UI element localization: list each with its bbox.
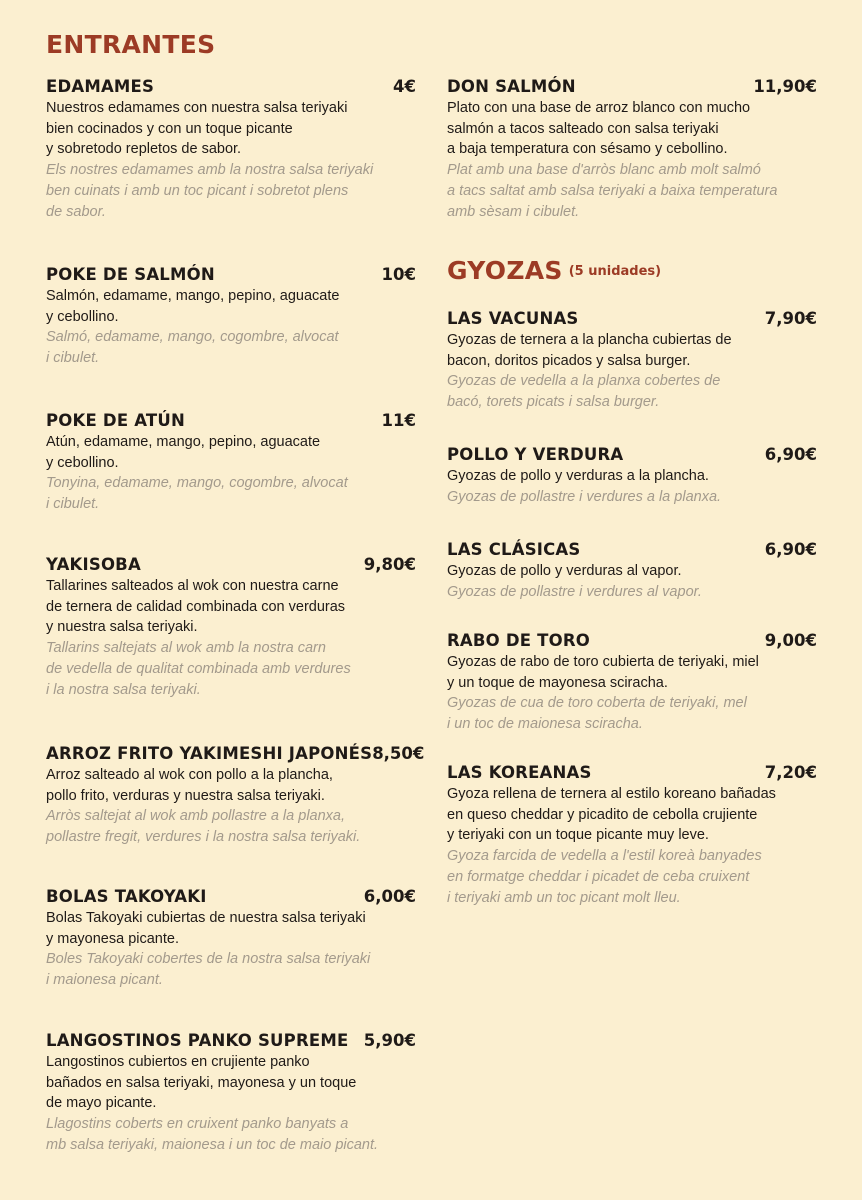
- item-translation: Arròs saltejat al wok amb pollastre a la planxa, pollastre fregit, verdures i la nostra salsa teriyaki.: [46, 808, 361, 846]
- item-translation: Els nostres edamames amb la nostra salsa teriyaki ben cuinats i amb un toc picant i sobretot plens de sabor.: [46, 162, 374, 220]
- item-price: 11€: [381, 411, 416, 430]
- menu-item-edamames: [46, 76, 416, 222]
- item-translation: Salmó, edamame, mango, cogombre, alvocat i cibulet.: [46, 329, 339, 367]
- item-translation: Gyozas de pollastre i verdures a la planxa.: [447, 488, 722, 505]
- item-name: POKE DE ATÚN: [46, 411, 185, 430]
- item-price: 11,90€: [753, 77, 817, 96]
- item-name: ARROZ FRITO YAKIMESHI JAPONÉS: [46, 744, 373, 763]
- item-description: Gyozas de pollo y verduras al vapor.: [447, 563, 682, 579]
- item-name: EDAMAMES: [46, 77, 155, 96]
- section-title-text: GYOZAS: [447, 256, 563, 285]
- section-title-gyozas: [447, 256, 661, 287]
- item-translation: Gyozas de cua de toro coberta de teriyaki, mel i un toc de maionesa sciracha.: [447, 695, 747, 733]
- item-name: YAKISOBA: [46, 555, 141, 574]
- item-price: 9,80€: [363, 555, 416, 574]
- menu-item-bolas-takoyaki: [46, 886, 416, 991]
- item-price: 8,50€: [372, 744, 425, 763]
- item-description: Langostinos cubiertos en crujiente panko bañados en salsa teriyaki, mayonesa y un toque de mayo picante.: [46, 1054, 357, 1112]
- item-name: BOLAS TAKOYAKI: [46, 887, 207, 906]
- item-description: Gyozas de rabo de toro cubierta de teriyaki, miel y un toque de mayonesa sciracha.: [447, 654, 759, 691]
- item-translation: Gyozas de vedella a la planxa cobertes de bacó, torets picats i salsa burger.: [447, 373, 721, 411]
- item-translation: Llagostins coberts en cruixent panko banyats a mb salsa teriyaki, maionesa i un toc de maio picant.: [46, 1116, 379, 1153]
- item-price: 10€: [381, 265, 416, 284]
- menu-item-las-koreanas: [447, 762, 817, 908]
- item-description: Bolas Takoyaki cubiertas de nuestra salsa teriyaki y mayonesa picante.: [46, 910, 366, 947]
- item-name: RABO DE TORO: [447, 631, 590, 650]
- item-price: 7,90€: [764, 309, 817, 328]
- item-price: 6,90€: [764, 445, 817, 464]
- item-name: LAS CLÁSICAS: [447, 540, 581, 559]
- menu-item-rabo-de-toro: [447, 630, 817, 735]
- menu-item-langostinos: [46, 1030, 416, 1156]
- item-translation: Gyoza farcida de vedella a l'estil koreà banyades en formatge cheddar i picadet de ceba cruixent i teriyaki amb un toc picant molt lleu.: [447, 848, 762, 906]
- item-translation: Gyozas de pollastre i verdures al vapor.: [447, 583, 702, 600]
- menu-item-poke-atun: [46, 410, 416, 515]
- item-description: Atún, edamame, mango, pepino, aguacate y cebollino.: [46, 434, 321, 471]
- item-translation: Tallarins saltejats al wok amb la nostra carn de vedella de qualitat combinada amb verdures i la nostra salsa teriyaki.: [46, 640, 351, 698]
- item-description: Tallarines salteados al wok con nuestra carne de ternera de calidad combinada con verduras y nuestra salsa teriyaki.: [46, 578, 346, 636]
- item-description: Gyozas de pollo y verduras a la plancha.: [447, 468, 709, 484]
- item-description: Gyoza rellena de ternera al estilo koreano bañadas en queso cheddar y picadito de cebolla crujiente y teriyaki con un toque picante muy leve.: [447, 786, 776, 844]
- item-name: POLLO Y VERDURA: [447, 445, 624, 464]
- item-description: Gyozas de ternera a la plancha cubiertas de bacon, doritos picados y salsa burger.: [447, 332, 732, 369]
- menu-item-las-clasicas: [447, 539, 817, 602]
- item-price: 9,00€: [764, 631, 817, 650]
- item-name: POKE DE SALMÓN: [46, 265, 215, 284]
- item-name: LANGOSTINOS PANKO SUPREME: [46, 1031, 349, 1050]
- item-price: 4€: [393, 77, 416, 96]
- item-price: 7,20€: [764, 763, 817, 782]
- item-translation: Plat amb una base d'arròs blanc amb molt salmó a tacs saltat amb salsa teriyaki a baixa temperatura amb sèsam i cibulet.: [447, 162, 778, 220]
- item-name: LAS KOREANAS: [447, 763, 592, 782]
- menu-item-las-vacunas: [447, 308, 817, 413]
- menu-item-don-salmon: [447, 76, 817, 222]
- item-price: 6,90€: [764, 540, 817, 559]
- item-description: Arroz salteado al wok con pollo a la plancha, pollo frito, verduras y nuestra salsa teriyaki.: [46, 767, 333, 804]
- menu-item-pollo-verdura: [447, 444, 817, 507]
- menu-item-yakisoba: [46, 554, 416, 700]
- item-name: LAS VACUNAS: [447, 309, 579, 328]
- item-translation: Boles Takoyaki cobertes de la nostra salsa teriyaki i maionesa picant.: [46, 951, 371, 989]
- item-translation: Tonyina, edamame, mango, cogombre, alvocat i cibulet.: [46, 475, 348, 513]
- item-description: Nuestros edamames con nuestra salsa teriyaki bien cocinados y con un toque picante y sobretodo repletos de sabor.: [46, 100, 348, 158]
- item-price: 6,00€: [363, 887, 416, 906]
- menu-item-poke-salmon: [46, 264, 416, 369]
- item-description: Salmón, edamame, mango, pepino, aguacate y cebollino.: [46, 288, 340, 325]
- item-price: 5,90€: [363, 1031, 416, 1050]
- menu-item-arroz-frito: [46, 743, 425, 848]
- section-title-entrantes: ENTRANTES: [46, 30, 216, 59]
- section-subtitle: (5 unidades): [568, 264, 662, 279]
- item-name: DON SALMÓN: [447, 77, 576, 96]
- item-description: Plato con una base de arroz blanco con mucho salmón a tacos salteado con salsa teriyaki a baja temperatura con sésamo y cebollino.: [447, 100, 751, 158]
